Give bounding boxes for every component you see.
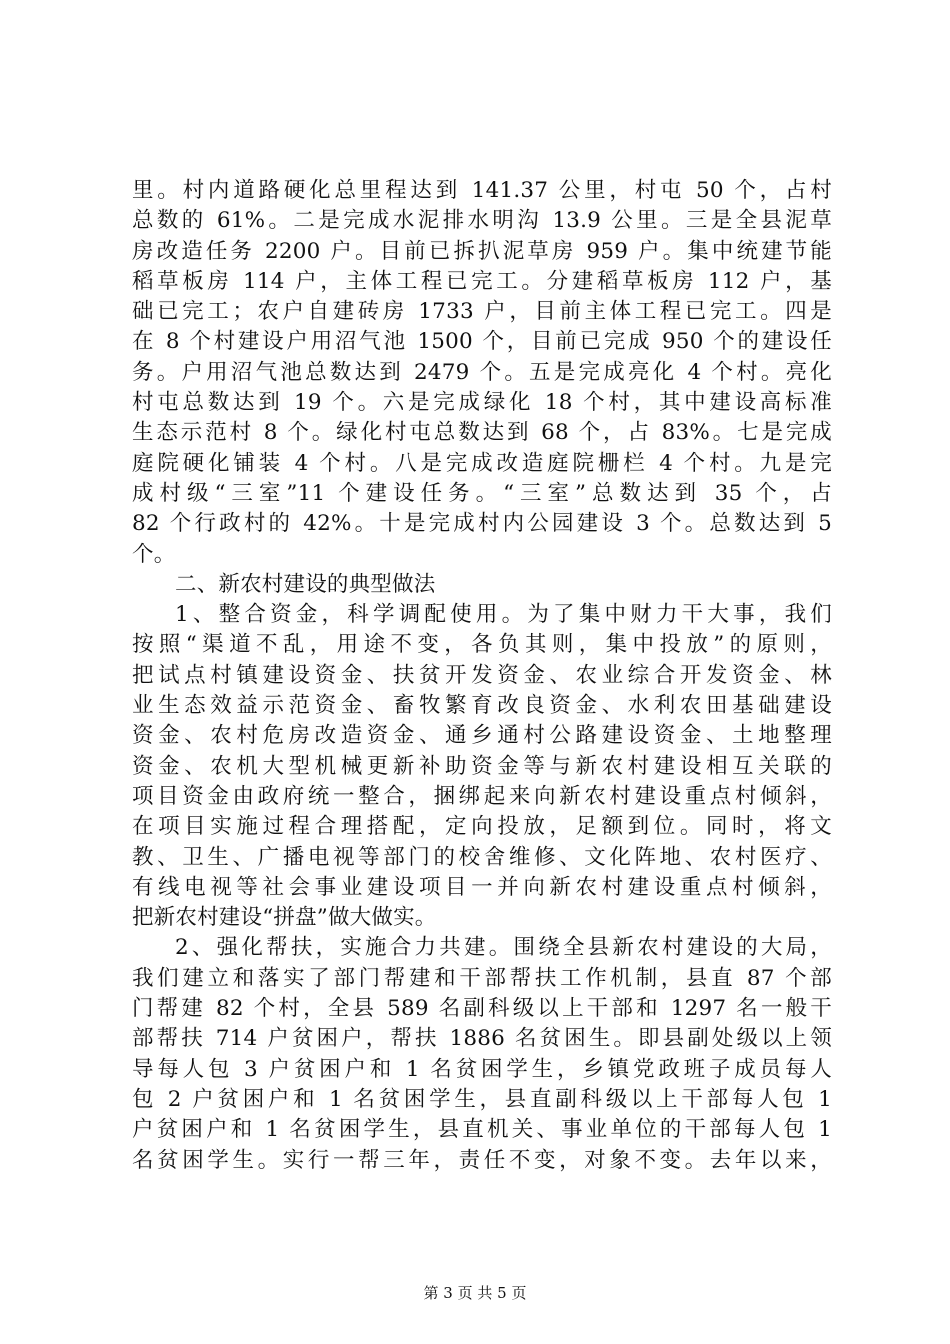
text-line: 项目资金由政府统一整合，捆绑起来向新农村建设重点村倾斜，	[132, 783, 832, 809]
text-line: 务。户用沼气池总数达到 2479 个。五是完成亮化 4 个村。亮化	[132, 359, 832, 385]
text-line: 包 2 户贫困户和 1 名贫困学生，县直副科级以上干部每人包 1	[132, 1086, 832, 1112]
text-line: 总数的 61%。二是完成水泥排水明沟 13.9 公里。三是全县泥草	[132, 208, 832, 234]
text-line: 1、整合资金，科学调配使用。为了集中财力干大事，我们	[175, 602, 832, 628]
text-line: 82 个行政村的 42%。十是完成村内公园建设 3 个。总数达到 5	[132, 511, 832, 537]
text-line: 庭院硬化铺装 4 个村。八是完成改造庭院栅栏 4 个村。九是完	[132, 450, 832, 476]
text-line: 户贫困户和 1 名贫困学生，县直机关、事业单位的干部每人包 1	[132, 1117, 832, 1143]
text-line: 在 8 个村建设户用沼气池 1500 个，目前已完成 950 个的建设任	[132, 329, 832, 355]
text-line: 础已完工；农户自建砖房 1733 户，目前主体工程已完工。四是	[132, 299, 832, 325]
text-line: 个。	[132, 541, 176, 567]
text-line: 资金、农机大型机械更新补助资金等与新农村建设相互关联的	[132, 753, 832, 779]
text-line: 里。村内道路硬化总里程达到 141.37 公里，村屯 50 个，占村	[132, 178, 832, 203]
text-line: 成村级“三室”11 个建设任务。“三室”总数达到 35 个，占	[132, 480, 832, 506]
text-line: 部帮扶 714 户贫困户，帮扶 1886 名贫困生。即县副处级以上领	[132, 1026, 832, 1052]
body-text	[132, 176, 832, 1176]
text-line: 我们建立和落实了部门帮建和干部帮扶工作机制，县直 87 个部	[132, 965, 832, 991]
text-line: 房改造任务 2200 户。目前已拆扒泥草房 959 户。集中统建节能	[132, 238, 832, 264]
text-line: 有线电视等社会事业建设项目一并向新农村建设重点村倾斜，	[132, 874, 832, 900]
text-line: 门帮建 82 个村，全县 589 名副科级以上干部和 1297 名一般干	[132, 996, 832, 1022]
section-heading: 二、新农村建设的典型做法	[175, 571, 436, 597]
text-line: 生态示范村 8 个。绿化村屯总数达到 68 个，占 83%。七是完成	[132, 420, 832, 446]
text-line: 在项目实施过程合理搭配，定向投放，足额到位。同时，将文	[132, 814, 832, 840]
text-line: 导每人包 3 户贫困户和 1 名贫困学生，乡镇党政班子成员每人	[132, 1056, 832, 1082]
text-line: 把新农村建设“拼盘”做大做实。	[132, 905, 437, 931]
text-line: 业生态效益示范资金、畜牧繁育改良资金、水利农田基础建设	[132, 693, 832, 719]
text-line: 2、强化帮扶，实施合力共建。围绕全县新农村建设的大局，	[175, 935, 832, 961]
text-line: 名贫困学生。实行一帮三年，责任不变，对象不变。去年以来，	[132, 1147, 832, 1173]
text-line: 把试点村镇建设资金、扶贫开发资金、农业综合开发资金、林	[132, 662, 832, 688]
page-footer: 第 3 页 共 5 页	[423, 1284, 527, 1302]
text-line: 村屯总数达到 19 个。六是完成绿化 18 个村，其中建设高标准	[132, 390, 832, 416]
text-line: 教、卫生、广播电视等部门的校舍维修、文化阵地、农村医疗、	[132, 844, 832, 870]
text-line: 资金、农村危房改造资金、通乡通村公路建设资金、土地整理	[132, 723, 832, 749]
text-line: 稻草板房 114 户，主体工程已完工。分建稻草板房 112 户，基	[132, 268, 832, 294]
text-line: 按照“渠道不乱，用途不变，各负其则，集中投放”的原则，	[132, 632, 832, 658]
